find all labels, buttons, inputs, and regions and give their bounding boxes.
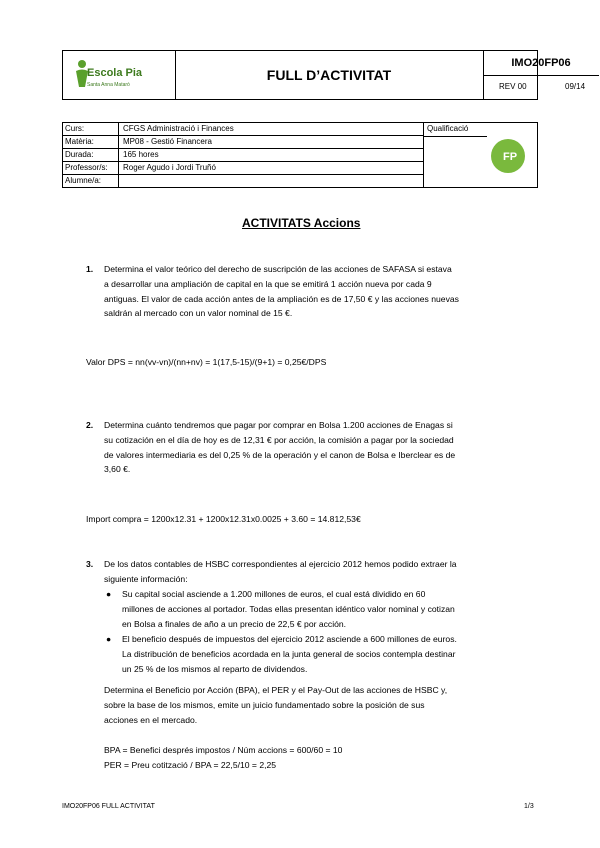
fp-badge-label: FP (503, 151, 518, 163)
info-row-duration (65, 149, 423, 162)
q3-bullet-line: un 25 % de los mismos al reparto de dividendos. (122, 663, 308, 674)
document-header (62, 50, 586, 100)
q3-intro (104, 557, 516, 587)
duration-label: Durada: (65, 150, 94, 159)
q3-bullet-1 (122, 587, 516, 631)
document-code: IMO20FP06 (483, 51, 599, 76)
bullet-icon: ● (106, 589, 112, 599)
footer-doc-name: IMO20FP06 FULL ACTIVITAT (62, 803, 155, 810)
q3-answer-line: BPA = Benefici després impostos / Núm accions = 600/60 = 10 (104, 745, 343, 755)
q2-line: su cotización en el día de hoy es de 12,31 € por acción, la comisión a pagar por la sociedad (104, 434, 454, 445)
q3-task-line: Determina el Beneficio por Acción (BPA), el PER y el Pay-Out de las acciones de HSBC y, (104, 685, 448, 695)
course-value: CFGS Administració i Finances (123, 124, 234, 133)
q1-text (104, 262, 516, 321)
q2-line: de valores intermediaria es del 0,25 % de la operación y el canon de Bolsa e Iberclear es de (104, 449, 456, 460)
info-row-teachers (65, 162, 423, 175)
q3-bullet-line: La distribución de beneficios acordada en la junta general de socios contempla destinar (122, 648, 456, 659)
q3-task-line: sobre la base de los mismos, emite un juicio fundamentado sobre la posición de sus (104, 699, 425, 710)
q3-bullet-line: El beneficio después de impuestos del ejercicio 2012 asciende a 600 millones de euros. (122, 634, 457, 644)
revision-date: 09/14 (565, 82, 586, 91)
footer-page-number: 1/3 (524, 803, 534, 810)
q2-text (104, 418, 516, 477)
q3-bullet-2 (122, 632, 516, 676)
teachers-value: Roger Agudo i Jordi Truñó (123, 163, 216, 172)
q2-line: Determina cuánto tendremos que pagar por comprar en Bolsa 1.200 acciones de Enagas si (104, 420, 453, 430)
q3-bullet-line: Su capital social asciende a 1.200 millones de euros, el cual está dividido en 60 (122, 589, 426, 599)
q1-line: saldrán al mercado con un valor nominal de 15 €. (104, 308, 293, 319)
q2-answer: Import compra = 1200x12.31 + 1200x12.31x0.0025 + 3.60 = 14.812,53€ (86, 514, 361, 524)
subject-value: MP08 - Gestió Financera (123, 137, 212, 146)
q3-bullet-line: millones de acciones al portador. Todas ellas presentan idéntico valor nominal y cotizan (122, 603, 455, 614)
page-title: FULL D’ACTIVITAT (175, 51, 484, 99)
student-label: Alumne/a: (65, 176, 102, 185)
q2-line: 3,60 €. (104, 464, 131, 475)
logo-subtitle: Santa Anna Mataró (87, 82, 130, 88)
q3-answers (104, 743, 516, 773)
q1-answer: Valor DPS = nn(vv-vn)/(nn+nv) = 1(17,5-15)/(9+1) = 0,25€/DPS (86, 357, 327, 367)
q3-bullet-line: en Bolsa a finales de año a un precio de 22,5 € por acción. (122, 618, 347, 629)
bullet-icon: ● (106, 634, 112, 644)
q3-task (104, 683, 516, 727)
school-logo (63, 51, 176, 99)
info-row-subject (65, 136, 423, 149)
subject-label: Matèria: (65, 137, 94, 146)
info-row-course (65, 123, 423, 136)
course-info-table (65, 122, 538, 188)
q1-line: antiguas. El valor de cada acción antes de la ampliación es de 17,50 € y las acciones nuevas (104, 293, 459, 304)
course-label: Curs: (65, 124, 85, 133)
revision: REV 00 (499, 82, 527, 91)
q3-number: 3. (86, 559, 94, 569)
q3-intro-line: De los datos contables de HSBC correspondientes al ejercicio 2012 hemos podido extraer la (104, 559, 457, 569)
q3-task-line: acciones en el mercado. (104, 714, 198, 725)
activity-heading: ACTIVITATS Accions (242, 216, 361, 230)
duration-value: 165 hores (123, 150, 159, 159)
info-row-student (65, 175, 423, 188)
q2-number: 2. (86, 420, 94, 430)
teachers-label: Professor/s: (65, 163, 108, 172)
q3-intro-line: siguiente información: (104, 573, 188, 584)
logo-name: Escola Pia (87, 67, 143, 79)
qualification-label: Qualificació (427, 124, 469, 133)
fp-badge (491, 139, 525, 173)
q1-number: 1. (86, 264, 94, 274)
q1-line: a desarrollar una ampliación de capital en la que se emitirá 1 acción nueva por cada 9 (104, 278, 432, 289)
q1-line: Determina el valor teórico del derecho de suscripción de las acciones de SAFASA si estava (104, 264, 452, 274)
q3-answer-line: PER = Preu cotització / BPA = 22,5/10 = 2,25 (104, 759, 277, 770)
